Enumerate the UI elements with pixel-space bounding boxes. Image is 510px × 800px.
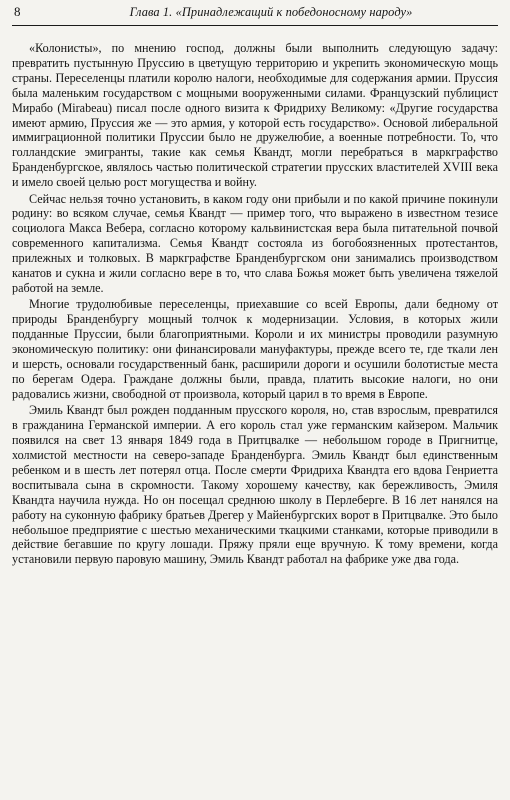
running-head: Глава 1. «Принадлежащий к победоносному народу»	[129, 5, 413, 19]
paragraph: «Колонисты», по мнению господ, должны были выполнить следующую задачу: превратить пустынную Пруссию в цветущую территорию и укрепить экономическую мощь страны. Переселенцы платили королю налоги, необходимые для содержания армии. Пруссия была маленьким государством с мощными вооруженными силами. Французский публицист Мирабо (Mirabeau) писал после одного визита к Фридриху Великому: «Другие государства имеют армию, Пруссия же — это армия, у которой есть государство». Основой либеральной иммиграционной политики Пруссии было не дружелюбие, а военные потребности. То, что голландские эмигранты, такие как семья Квандт, могли перебраться в маркграфство Бранденбургское, являлось частью политической стратегии прусских властителей XVIII века и имело своей целью рост могущества и войну.	[12, 41, 498, 190]
page-number: 8	[14, 4, 21, 19]
paragraph: Многие трудолюбивые переселенцы, приехавшие со всей Европы, дали бедному от природы Бранденбургу мощный толчок к модернизации. Условия, в которых жили подданные Пруссии, были благоприятными. Короли и их министры проводили разумную экономическую политику: они финансировали мануфактуры, прежде всего те, где ткали лен и шерсть, основали государственный банк, расширили дороги и осушили болотистые места по берегам Одера. Граждане должны были, правда, платить высокие налоги, но они радовались жизни, свободной от произвола, который царил в то время в Европе.	[12, 297, 498, 401]
page-header	[12, 4, 498, 26]
paragraph: Сейчас нельзя точно установить, в каком году они прибыли и по какой причине покинули родину: во всяком случае, семья Квандт — пример того, что выражено в известном тезисе социолога Макса Вебера, согласно которому кальвинистская вера была питательной почвой современного капитализма. Семья Квандт состояла из богобоязненных протестантов, прилежных и толковых. В маркграфстве Бранденбургском они занимались производством канатов и сукна и жили согласно вере в то, что слава Божья может быть увеличена тяжелой работой на земле.	[12, 191, 498, 295]
page-body	[12, 41, 498, 567]
paragraph: Эмиль Квандт был рожден подданным прусского короля, но, став взрослым, превратился в гражданина Германской империи. А его король стал уже германским кайзером. Мальчик появился на свет 13 января 1849 года в Притцвалке — небольшом городе в Пригнитце, холмистой местности на северо-западе Бранденбурга. Эмиль Квандт был единственным ребенком и в шесть лет потерял отца. После смерти Фридриха Квандта его вдова Генриетта воспитывала сына в скромности. Такому хорошему качеству, как бережливость, Эмиля Квандта научила нужда. Но он посещал среднюю школу в Перлеберге. В 16 лет нанялся на работу на суконную фабрику братьев Дрегер у Майенбургских ворот в Притцвалке. Это было небольшое предприятие с шестью механическими ткацкими станками, которые приводили в действие бегавшие по кругу лошади. Пряжу пряли еще вручную. К тому времени, когда установили первую паровую машину, Эмиль Квандт работал на фабрике уже два года.	[12, 403, 498, 567]
